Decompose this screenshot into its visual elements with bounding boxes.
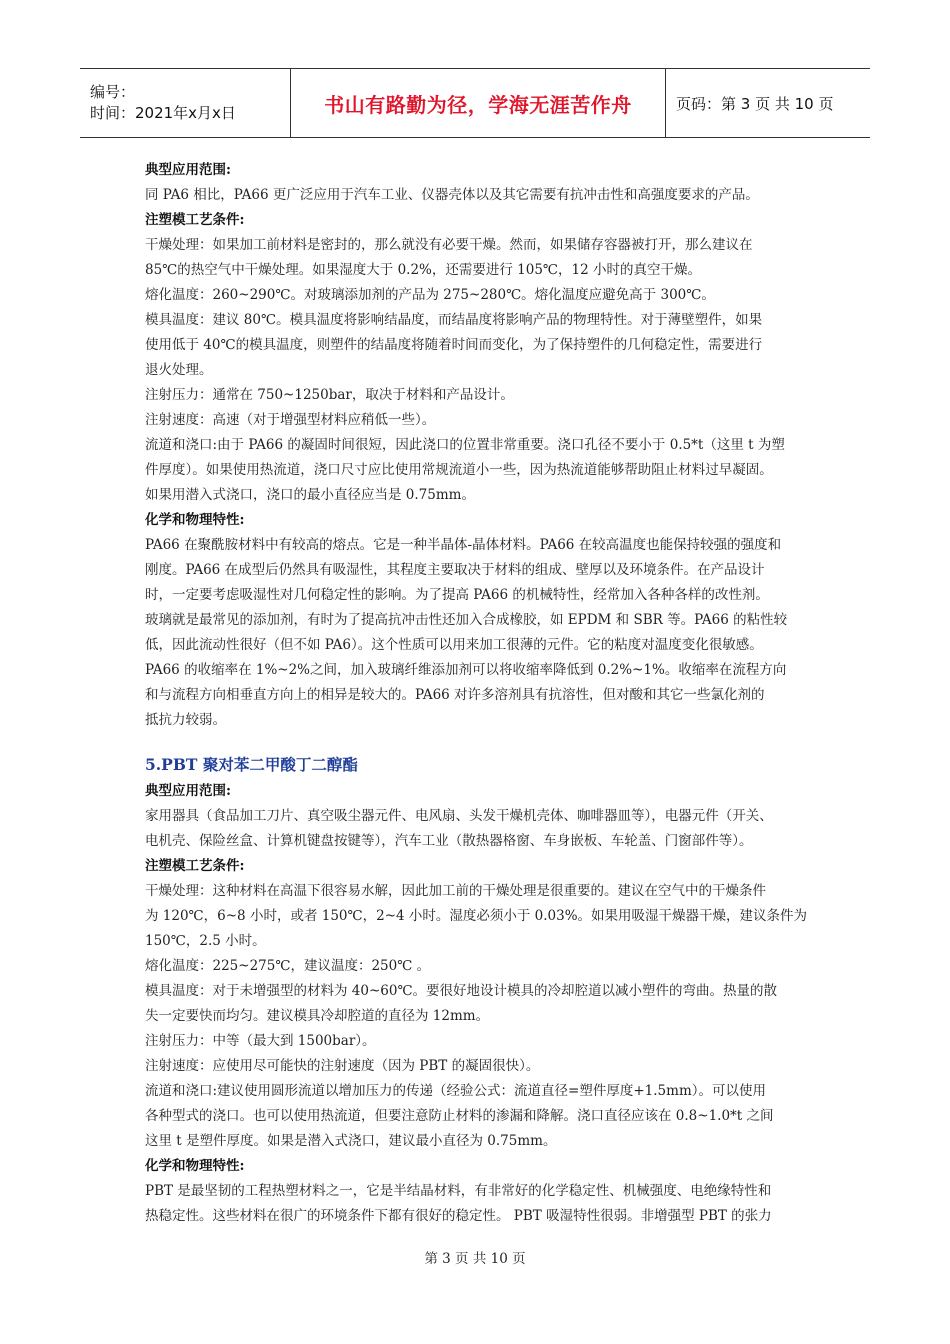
paragraph-line: 注射速度：高速（对于增强型材料应稍低一些）。 — [145, 412, 436, 428]
pbt-chemical-text — [145, 1179, 820, 1229]
paragraph-line: 热稳定性。这些材料在很广的环境条件下都有很好的稳定性。 PBT 吸湿特性很弱。非增强型 PBT 的张力 — [145, 1208, 772, 1224]
paragraph-line: 熔化温度：225~275℃，建议温度：250℃ 。 — [145, 958, 431, 974]
pa66-chemical-heading: 化学和物理特性: — [145, 512, 245, 528]
document-body — [145, 158, 820, 1229]
paragraph-line: 电机壳、保险丝盒、计算机键盘按键等），汽车工业（散热器格窗、车身嵌板、车轮盖、门窗部件等）。 — [145, 833, 753, 849]
motto-text: 书山有路勤为径，学海无涯苦作舟 — [324, 92, 632, 117]
paragraph-line: 85℃的热空气中干燥处理。如果湿度大于 0.2%，还需要进行 105℃，12 小时的真空干燥。 — [145, 262, 701, 278]
pbt-process-heading: 注塑模工艺条件: — [145, 858, 245, 874]
pa66-application-heading: 典型应用范围: — [145, 162, 231, 178]
paragraph-line: 使用低于 40℃的模具温度，则塑件的结晶度将随着时间而变化，为了保持塑件的几何稳定性，需要进行 — [145, 337, 763, 353]
pbt-application-text — [145, 804, 820, 854]
paragraph-line: 模具温度：对于未增强型的材料为 40~60℃。要很好地设计模具的冷却腔道以减小塑件的弯曲。热量的散 — [145, 983, 778, 999]
paragraph-line: 干燥处理：如果加工前材料是密封的，那么就没有必要干燥。然而，如果储存容器被打开，那么建议在 — [145, 237, 753, 253]
paragraph-line: 失一定要快而均匀。建议模具冷却腔道的直径为 12mm。 — [145, 1008, 490, 1024]
pa66-process-text — [145, 233, 820, 508]
document-date: 时间：2021年x月x日 — [90, 104, 236, 122]
document-number: 编号： — [90, 83, 136, 101]
paragraph-line: 这里 t 是塑件厚度。如果是潜入式浇口，建议最小直径为 0.75mm。 — [145, 1133, 557, 1149]
paragraph-line: 流道和浇口:由于 PA66 的凝固时间很短，因此浇口的位置非常重要。浇口孔径不要小于 0.5*t（这里 t 为塑 — [145, 437, 785, 453]
page-number-text: 页码：第 3 页 共 10 页 — [676, 94, 834, 113]
pbt-chemical-heading: 化学和物理特性: — [145, 1158, 245, 1174]
paragraph-line: 低，因此流动性很好（但不如 PA6）。这个性质可以用来加工很薄的元件。它的粘度对温度变化很敏感。 — [145, 637, 763, 653]
paragraph-line: 为 120℃，6~8 小时，或者 150℃，2~4 小时。湿度必须小于 0.03%。如果用吸湿干燥器干燥，建议条件为 — [145, 908, 808, 924]
paragraph-line: 刚度。PA66 在成型后仍然具有吸湿性，其程度主要取决于材料的组成、壁厚以及环境条件。在产品设计 — [145, 562, 765, 578]
paragraph-line: 如果用潜入式浇口，浇口的最小直径应当是 0.75mm。 — [145, 487, 475, 503]
paragraph-line: 抵抗力较弱。 — [145, 712, 226, 728]
header-page-number — [666, 69, 833, 137]
page-footer — [0, 1247, 950, 1267]
paragraph-line: 熔化温度：260~290℃。对玻璃添加剂的产品为 275~280℃。熔化温度应避免高于 300℃。 — [145, 287, 715, 303]
pbt-application-heading: 典型应用范围: — [145, 783, 231, 799]
pa66-application-text — [145, 183, 820, 208]
paragraph-line: 注射压力：中等（最大到 1500bar）。 — [145, 1033, 376, 1049]
paragraph-line: PBT 是最坚韧的工程热塑材料之一，它是半结晶材料，有非常好的化学稳定性、机械强度、电绝缘特性和 — [145, 1183, 772, 1199]
pa66-chemical-text — [145, 533, 820, 733]
header-motto — [291, 69, 666, 137]
pa66-process-heading: 注塑模工艺条件: — [145, 212, 245, 228]
pbt-section-title: 5.PBT 聚对苯二甲酸丁二醇酯 — [145, 755, 358, 774]
paragraph-line: 退火处理。 — [145, 362, 213, 378]
paragraph-line: 件厚度）。如果使用热流道，浇口尺寸应比使用常规流道小一些，因为热流道能够帮助阻止材料过早凝固。 — [145, 462, 773, 478]
paragraph-line: 注射速度：应使用尽可能快的注射速度（因为 PBT 的凝固很快）。 — [145, 1058, 540, 1074]
paragraph-line: 玻璃就是最常见的添加剂，有时为了提高抗冲击性还加入合成橡胶，如 EPDM 和 SBR 等。PA66 的粘性较 — [145, 612, 788, 628]
paragraph-line: 和与流程方向相垂直方向上的相异是较大的。PA66 对许多溶剂具有抗溶性，但对酸和其它一些氯化剂的 — [145, 687, 765, 703]
footer-page-number: 第 3 页 共 10 页 — [424, 1251, 526, 1267]
paragraph-line: PA66 的收缩率在 1%~2%之间，加入玻璃纤维添加剂可以将收缩率降低到 0.2%~1%。收缩率在流程方向 — [145, 662, 787, 678]
paragraph-line: 同 PA6 相比，PA66 更广泛应用于汽车工业、仪器壳体以及其它需要有抗冲击性和高强度要求的产品。 — [145, 187, 759, 203]
paragraph-line: 流道和浇口:建议使用圆形流道以增加压力的传递（经验公式：流道直径=塑件厚度+1.5mm）。可以使用 — [145, 1083, 766, 1099]
paragraph-line: 各种型式的浇口。也可以使用热流道，但要注意防止材料的渗漏和降解。浇口直径应该在 0.8~1.0*t 之间 — [145, 1108, 774, 1124]
page-header — [80, 68, 870, 138]
paragraph-line: 注射压力：通常在 750~1250bar，取决于材料和产品设计。 — [145, 387, 514, 403]
paragraph-line: 干燥处理：这种材料在高温下很容易水解，因此加工前的干燥处理是很重要的。建议在空气中的干燥条件 — [145, 883, 766, 899]
paragraph-line: PA66 在聚酰胺材料中有较高的熔点。它是一种半晶体-晶体材料。PA66 在较高温度也能保持较强的强度和 — [145, 537, 782, 553]
paragraph-line: 150℃，2.5 小时。 — [145, 933, 266, 949]
pbt-process-text — [145, 879, 820, 1154]
paragraph-line: 时，一定要考虑吸湿性对几何稳定性的影响。为了提高 PA66 的机械特性，经常加入各种各样的改性剂。 — [145, 587, 769, 603]
paragraph-line: 模具温度：建议 80℃。模具温度将影响结晶度，而结晶度将影响产品的物理特性。对于薄壁塑件，如果 — [145, 312, 763, 328]
paragraph-line: 家用器具（食品加工刀片、真空吸尘器元件、电风扇、头发干燥机壳体、咖啡器皿等），电器元件（开关、 — [145, 808, 773, 824]
header-meta — [80, 69, 291, 137]
